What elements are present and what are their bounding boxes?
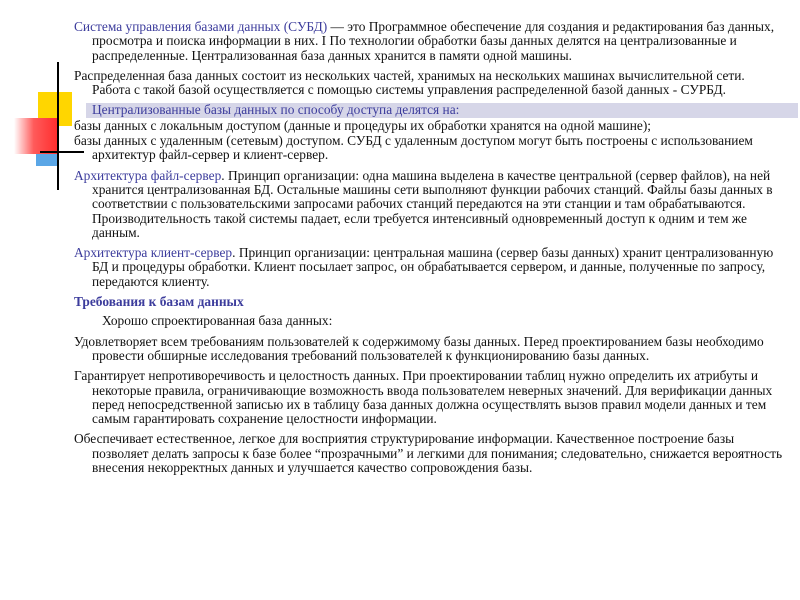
paragraph-client-server	[74, 246, 786, 289]
term-dbms: Система управления базами данных (СУБД)	[74, 19, 328, 34]
paragraph-requirement-integrity: Гарантирует непротиворечивость и целостность данных. При проектировании таблиц нужно определить их атрибуты и некоторые правила, ограничивающие возможность ввода пользователем неверных значений. Для верификации данных перед непосредственной записью их в таблицу база данных должна осуществлять вызов правил модели данных и тем самым гарантировать сохранение целостности информации.	[74, 368, 773, 427]
decorative-red-square	[14, 118, 58, 154]
decorative-vertical-line	[57, 62, 59, 190]
paragraph-well-designed-db: Хорошо спроектированная база данных:	[102, 313, 333, 329]
heading-db-requirements: Требования к базам данных	[74, 294, 244, 310]
paragraph-access-classification	[74, 103, 786, 117]
paragraph-distributed-db: Распределенная база данных состоит из нескольких частей, хранимых на нескольких машинах вычислительной сети. Работа с такой базой осуществляется с помощью системы управления распределенной базой данных - СУРБД.	[74, 67, 745, 98]
paragraph-requirement-content: Удовлетворяет всем требованиям пользователей к содержимому базы данных. Перед проектированием базы необходимо провести обширные исследования требований пользователей к функционированию базы данных.	[74, 333, 764, 363]
slide-body	[74, 20, 786, 481]
text-dbms-definition: — это Программное обеспечение для создания и редактирования баз данных, просмотра и поиска информации в них. I По технологии обработки базы данных делятся на централизованные и распределенные. Централизованная база данных хранится в памяти одной машины.	[92, 19, 775, 63]
paragraph-file-server	[74, 169, 786, 240]
text-file-server: . Принцип организации: одна машина выделена в качестве центральной (сервер файлов), на ней хранится централизованная БД. Остальные машины сети выполняют функции рабочих станций. Файлы базы данных в соответствии с пользовательскими запросами рабочих станций передаются на эти станции и там обрабатываются. Производительность такой системы падает, если требуется интенсивный одновременный доступ к одним и тем же данным.	[92, 167, 773, 240]
highlighted-subheading: Централизованные базы данных по способу доступа делятся на:	[86, 103, 798, 117]
paragraph-remote-access: базы данных с удаленным (сетевым) доступом. СУБД с удаленным доступом могут быть построены с использованием архитектур файл-сервер и клиент-сервер.	[74, 133, 753, 163]
term-client-server: Архитектура клиент-сервер	[74, 245, 233, 261]
paragraph-local-access: базы данных с локальным доступом (данные и процедуры их обработки хранятся на одной машине);	[74, 117, 652, 133]
term-file-server: Архитектура файл-сервер	[74, 167, 222, 183]
paragraph-dbms-definition	[74, 20, 786, 63]
text-client-server: . Принцип организации: центральная машина (сервер базы данных) хранит централизованную БД и процедуры обработки. Клиент посылает запрос, он обрабатывается сервером, и данные, полученные по запросу, передаются клиенту.	[92, 245, 774, 289]
paragraph-requirement-structure: Обеспечивает естественное, легкое для восприятия структурирование информации. Качественное построение базы позволяет делать запросы к базе более “прозрачными” и легкими для понимания; следовательно, снижается вероятность внесения некорректных данных и улучшается качество сопровождения базы.	[74, 431, 783, 476]
